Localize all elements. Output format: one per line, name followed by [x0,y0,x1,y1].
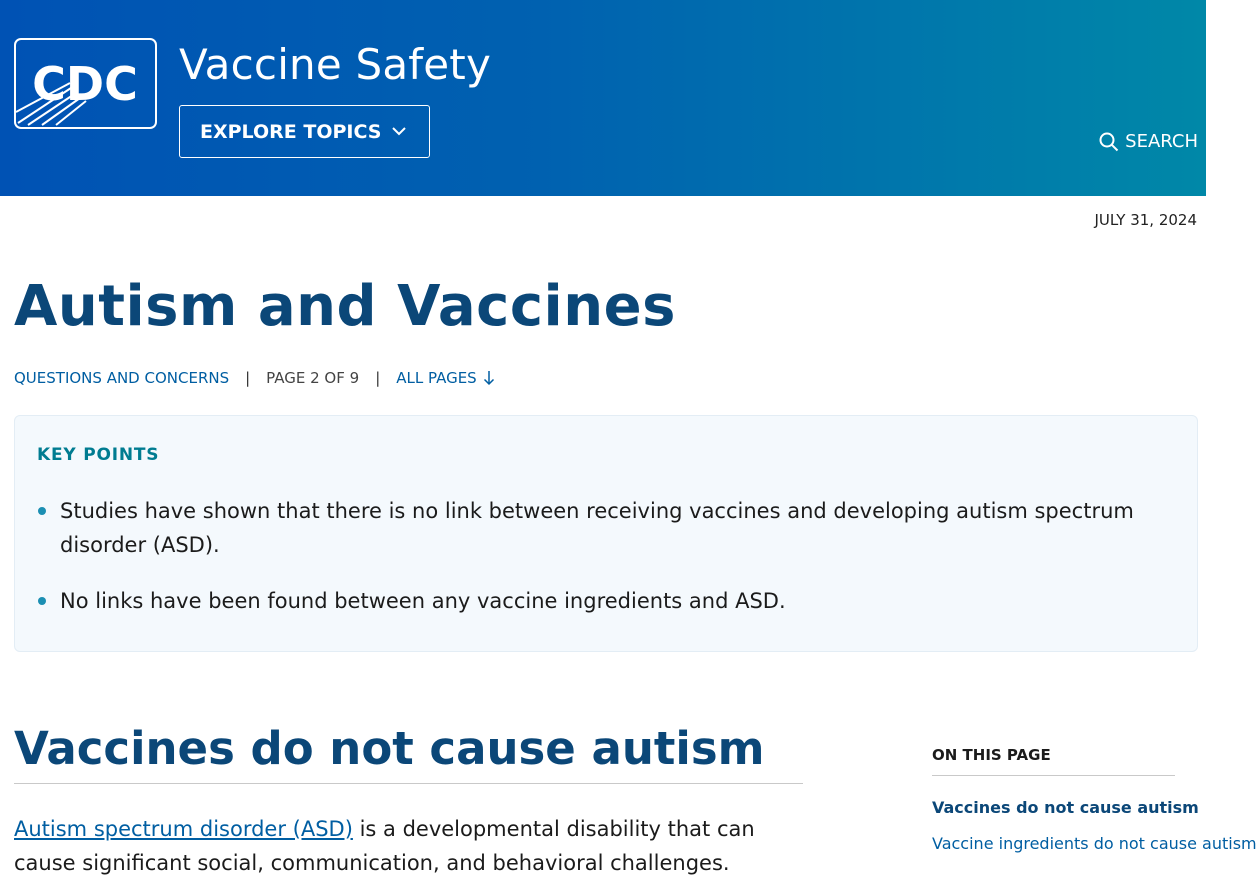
key-point-item: No links have been found between any vaccine ingredients and ASD. [37,584,1177,618]
page-indicator: PAGE 2 OF 9 [266,369,360,387]
section-body-text: is a developmental disability that can cause significant social, communication, and behavioral challenges. [14,817,755,875]
otp-link-vaccines-do-not-cause-autism[interactable]: Vaccines do not cause autism [932,798,1199,817]
otp-link-vaccine-ingredients[interactable]: Vaccine ingredients do not cause autism [932,834,1257,853]
section-body [14,812,814,880]
explore-topics-button[interactable] [179,105,430,158]
all-pages-link[interactable] [396,369,495,387]
search-button[interactable] [1099,131,1198,152]
page-title: Autism and Vaccines [14,274,676,339]
site-header [0,0,1206,196]
svg-text:CDC: CDC [32,57,138,111]
key-point-item: Studies have shown that there is no link between receiving vaccines and developing autism spectrum disorder (ASD). [37,494,1177,562]
all-pages-label: ALL PAGES [396,369,477,387]
breadcrumb [14,369,495,387]
key-points-title: KEY POINTS [37,445,160,465]
section-heading: Vaccines do not cause autism [14,722,803,784]
publish-date: JULY 31, 2024 [1094,211,1197,229]
site-title[interactable]: Vaccine Safety [179,40,492,89]
on-this-page-nav [932,746,1257,853]
arrow-down-icon [483,370,495,386]
breadcrumb-section-link[interactable]: QUESTIONS AND CONCERNS [14,369,230,387]
breadcrumb-separator: | [245,369,251,387]
search-icon [1099,132,1119,152]
explore-topics-label: EXPLORE TOPICS [200,120,382,143]
key-points-list [37,494,1177,640]
cdc-logo[interactable] [14,38,157,129]
search-label: SEARCH [1125,131,1198,152]
on-this-page-title: ON THIS PAGE [932,746,1175,776]
breadcrumb-separator: | [375,369,381,387]
key-points-box [14,415,1198,652]
chevron-down-icon [391,123,407,139]
asd-link[interactable]: Autism spectrum disorder (ASD) [14,817,353,841]
